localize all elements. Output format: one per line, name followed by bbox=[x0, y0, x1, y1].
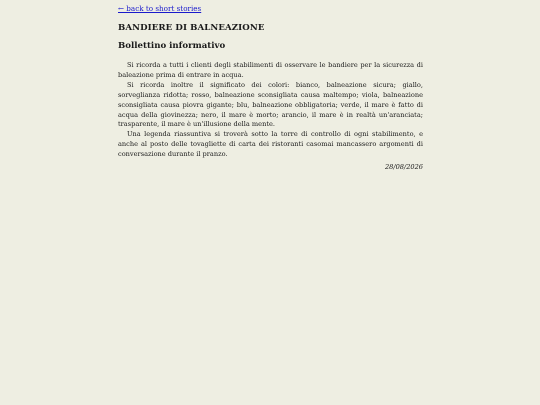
paragraph-intro: Si ricorda a tutti i clienti degli stabilimenti di osservare le bandiere per la sicurezza di baleazione prima di entrare in acqua. bbox=[118, 61, 423, 79]
document-body bbox=[118, 61, 423, 160]
document-date: 28/08/2026 bbox=[384, 163, 423, 172]
document-title: BANDIERE DI BALNEAZIONE bbox=[118, 23, 265, 33]
paragraph-legend: Una legenda riassuntiva si troverà sotto la torre di controllo di ogni stabilimento, e anche al posto delle tovagliette di carta dei ristoranti casomai mancassero argomenti di conversazione durante il pranzo. bbox=[118, 130, 423, 159]
paragraph-flag-colors: Si ricorda inoltre il significato dei colori: bianco, balneazione sicura; giallo, sorveglianza ridotta; rosso, balneazione sconsigliata causa maltempo; viola, balneazione sconsigliata causa piovra gigante; blu, balneazione obbligatoria; verde, il mare è fatto di acqua della giovinezza; nero, il mare è morto; arancio, il mare è in realtà un'aranciata; trasparente, il mare è un'illusione della mente. bbox=[118, 80, 423, 129]
back-to-short-stories-link[interactable]: ← back to short stories bbox=[118, 4, 202, 13]
document-subtitle: Bollettino informativo bbox=[118, 41, 226, 51]
document-page bbox=[118, 4, 423, 172]
